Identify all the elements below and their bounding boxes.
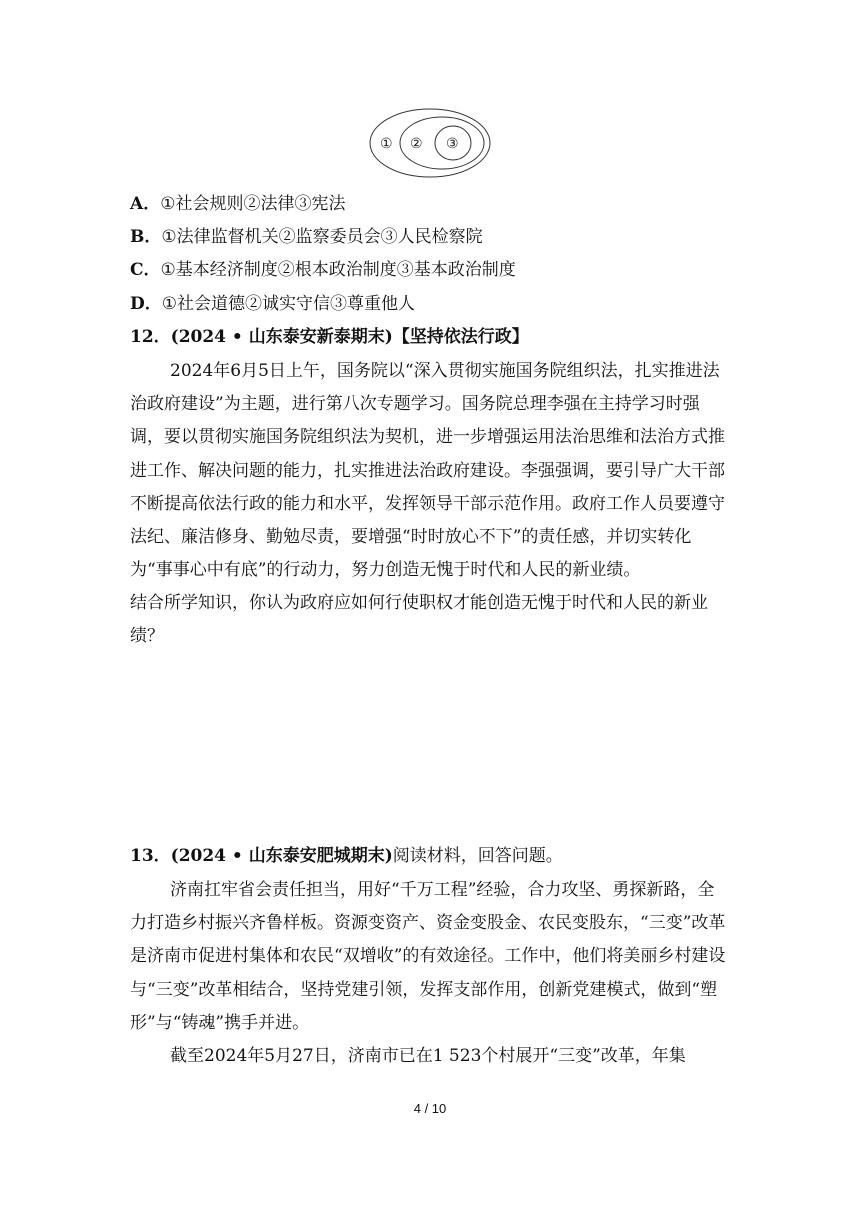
option-letter: B． <box>130 227 162 247</box>
label-3: ③ <box>446 136 459 152</box>
q13-header <box>130 845 563 867</box>
option-text: ①社会道德②诚实守信③尊重他人 <box>161 294 415 314</box>
q13-paragraph-2: 截至2024年5月27日，济南市已在1 523个村展开“三变”改革，年集 <box>170 1046 686 1066</box>
label-1: ① <box>380 136 393 152</box>
q13-source: 13．(2024 • 山东泰安肥城期末) <box>130 846 393 866</box>
option-b <box>130 226 483 248</box>
option-d <box>130 293 415 315</box>
q12-material: 2024年6月5日上午，国务院以“深入贯彻实施国务院组织法，扎实推进法治政府建设”为主题，进行第八次专题学习。国务院总理李强在主持学习时强调，要以贯彻实施国务院组织法为契机，进一步增强运用法治思维和法治方式推进工作、解决问题的能力，扎实推进法治政府建设。李强强调，要引导广大干部不断提高依法行政的能力和水平，发挥领导干部示范作用。政府工作人员要遵守法纪、廉洁修身、勤勉尽责，要增强“时时放心不下”的责任感，并切实转化为“事事心中有底”的行动力，努力创造无愧于时代和人民的新业绩。 <box>130 361 725 581</box>
option-text: ①法律监督机关②监察委员会③人民检察院 <box>161 227 483 247</box>
option-letter: C． <box>130 260 161 280</box>
nested-ellipse-diagram <box>368 107 492 179</box>
option-letter: D． <box>130 294 162 314</box>
label-2: ② <box>410 136 423 152</box>
q13-paragraph-1: 济南扛牢省会责任担当，用好“千万工程”经验，合力攻坚、勇探新路，全力打造乡村振兴齐鲁样板。资源变资产、资金变股金、农民变股东，“三变”改革是济南市促进村集体和农民“双增收”的有效途径。工作中，他们将美丽乡村建设与“三变”改革相结合，坚持党建引领，发挥支部作用，创新党建模式，做到“塑形”与“铸魂”携手并进。 <box>130 880 726 1033</box>
option-c <box>130 259 516 281</box>
q12-question: 结合所学知识，你认为政府应如何行使职权才能创造无愧于时代和人民的新业绩？ <box>130 593 708 647</box>
q12-header: 12．(2024 • 山东泰安新泰期末)【坚持依法行政】 <box>130 327 529 347</box>
option-text: ①社会规则②法律③宪法 <box>160 194 346 214</box>
q13-instruction: 阅读材料，回答问题。 <box>392 846 563 866</box>
page-number: 4 / 10 <box>413 1101 447 1116</box>
option-a <box>130 193 345 215</box>
option-text: ①基本经济制度②根本政治制度③基本政治制度 <box>160 260 516 280</box>
option-letter: A． <box>130 194 161 214</box>
